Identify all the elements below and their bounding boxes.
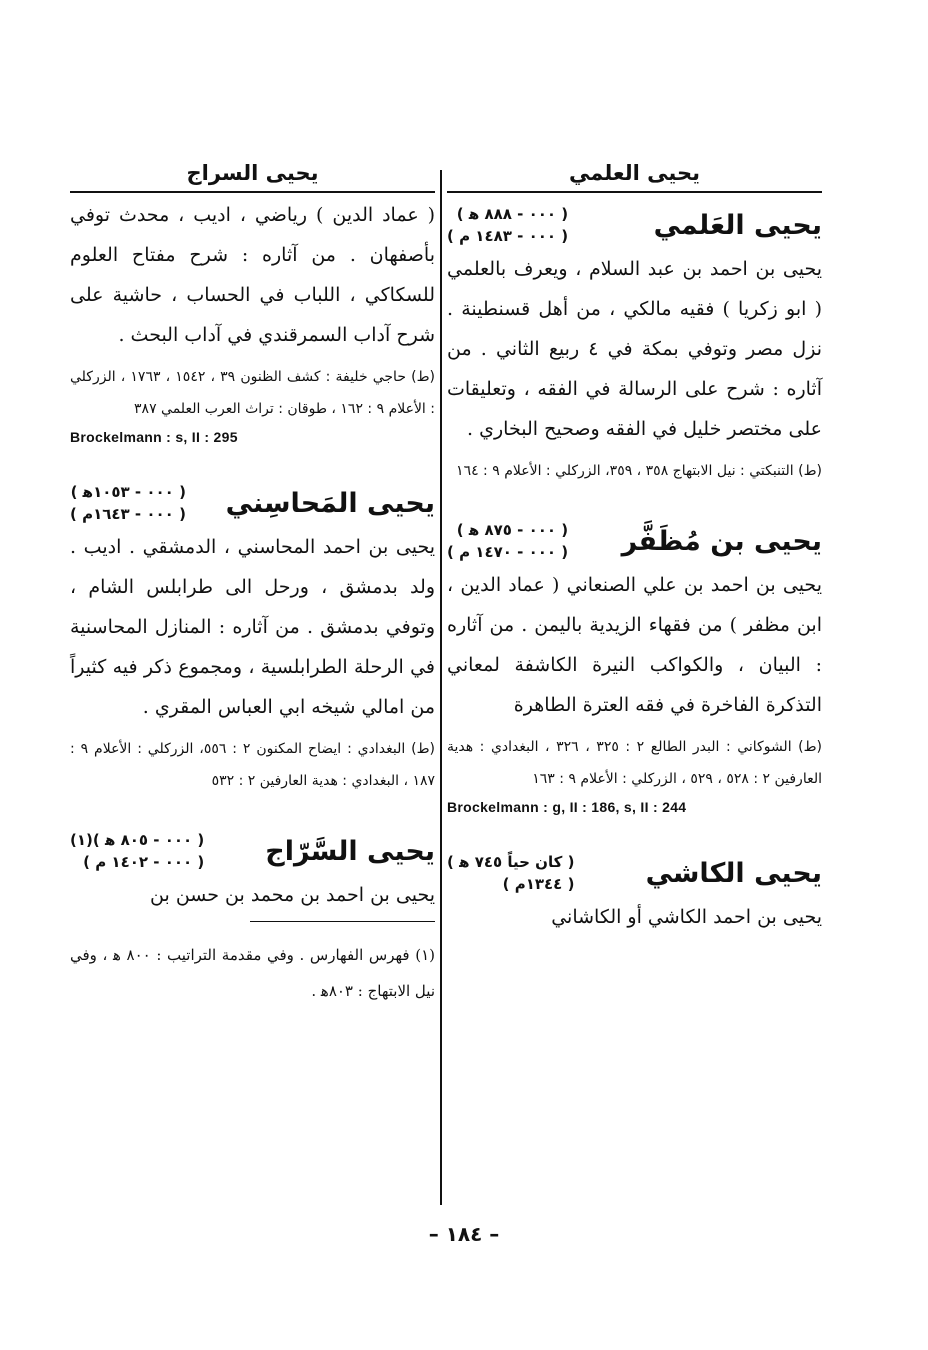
entry-dates [70, 481, 186, 525]
entry-dates [447, 851, 574, 895]
footnote-divider [250, 921, 435, 922]
entry-references: (ط) التنبكتي : نيل الابتهاج ٣٥٨ ، ٣٥٩، الزركلي : الأعلام ٩ : ١٦٤ [456, 463, 822, 479]
footnote: (١) فهرس الفهارس . وفي مقدمة التراتيب : ٨٠٠ ﻫ ، وفي نيل الابتهاج : ٨٠٣ﻫ . [70, 946, 435, 1000]
dates-gregorian: ( ١٣٤٤م ) [502, 875, 575, 893]
entry-name: يحيى بن مُظَفَّر [621, 525, 822, 557]
entry-name: يحيى المَحاسِني [225, 487, 435, 519]
entry-body: يحيى بن احمد الكاشي أو الكاشاني [551, 906, 822, 928]
entry-body: يحيى بن احمد المحاسني ، الدمشقي . اديب . ولد بدمشق ، ورحل الى طرابلس الشام ، وتوفي بدمشق . من آثاره : المنازل المحاسنية في الرحلة الطرابلسية ، ومجموع ذكر فيه كثيراً من امالي شيخه ابي العباس المقري . [70, 536, 435, 718]
entry-heading [447, 519, 822, 563]
entry-continuation [70, 195, 435, 449]
entry-references: (ط) الشوكاني : البدر الطالع ٢ : ٣٢٥ ، ٣٢٦ ، البغدادي : هدية العارفين ٢ : ٥٢٨ ، ٥٢٩ ، الزركلي : الأعلام ٩ : ١٦٣ [447, 739, 823, 787]
entry [70, 481, 435, 797]
entry [447, 851, 822, 937]
entry-heading [70, 481, 435, 525]
entry-heading [70, 829, 435, 873]
entry-body: يحيى بن احمد بن علي الصنعاني ( عماد الدين ، ابن مظفر ) من فقهاء الزيدية باليمن . من آثاره : البيان ، والكواكب النيرة الكاشفة لمعاني التذكرة الفاخرة في فقه العترة الطاهرة [447, 574, 822, 716]
entry-body: يحيى بن احمد بن عبد السلام ، ويعرف بالعلمي ( ابو زكريا ) فقيه مالكي ، من أهل قسنطينة . نزل مصر وتوفي بمكة في ٤ ربيع الثاني . من آثاره : شرح على الرسالة في الفقه ، وتعليقات على مختصر خليل في الفقه وصحيح البخاري . [447, 258, 822, 440]
entry-latin-reference: Brockelmann : s, II : 295 [70, 429, 238, 445]
entry-body: ( عماد الدين ) رياضي ، اديب ، محدث توفي بأصفهان . من آثاره : شرح مفتاح العلوم للسكاكي ، اللباب في الحساب ، حاشية على شرح آداب السمرقندي في آداب البحث . [70, 204, 435, 346]
dates-hijri: ( ٠٠٠ - ٨٨٨ ﻫ ) [456, 205, 569, 223]
right-column-header: يحيى العلمي [447, 155, 822, 193]
entry-references: (ط) حاجي خليفة : كشف الظنون ٣٩ ، ١٥٤٢ ، ١٧٦٣ ، الزركلي : الأعلام ٩ : ١٦٢ ، طوقان : تراث العرب العلمي ٣٨٧ [70, 369, 435, 417]
dates-hijri: ( كان حياً ٧٤٥ ﻫ ) [447, 853, 575, 871]
dates-hijri: ( ٠٠٠ - ٨٠٥ ﻫ )(١) [70, 831, 205, 849]
entry-name: يحيى السَّرّاج [265, 835, 435, 867]
entry-heading [447, 203, 822, 247]
column-divider [440, 170, 442, 1205]
right-column [447, 155, 822, 937]
left-column [70, 155, 435, 1024]
entry-latin-reference: Brockelmann : g, II : 186, s, II : 244 [447, 799, 687, 815]
dates-gregorian: ( ٠٠٠ - ١٤٠٢ م ) [83, 853, 205, 871]
entry-references: (ط) البغدادي : ايضاح المكنون ٢ : ٥٥٦، الزركلي : الأعلام ٩ : ١٨٧ ، البغدادي : هدية العارفين ٢ : ٥٣٢ [70, 741, 436, 789]
entry-dates [70, 829, 204, 873]
entry-dates [447, 203, 568, 247]
dates-gregorian: ( ٠٠٠ - ١٦٤٣م ) [70, 505, 186, 523]
page-number: – ١٨٤ – [428, 1222, 500, 1246]
dates-gregorian: ( ٠٠٠ - ١٤٧٠ م ) [447, 543, 569, 561]
entry [70, 829, 435, 915]
entry [447, 203, 822, 487]
entry-body: يحيى بن احمد بن محمد بن حسن بن [150, 884, 435, 906]
entry [447, 519, 822, 819]
entry-name: يحيى العَلمي [653, 209, 822, 241]
left-column-header: يحيى السراج [70, 155, 435, 193]
entry-heading [447, 851, 822, 895]
dates-gregorian: ( ٠٠٠ - ١٤٨٣ م ) [447, 227, 569, 245]
entry-dates [447, 519, 568, 563]
entry-name: يحيى الكاشي [645, 857, 822, 889]
dates-hijri: ( ٠٠٠ - ١٠٥٣ﻫ ) [70, 483, 186, 501]
dates-hijri: ( ٠٠٠ - ٨٧٥ ﻫ ) [456, 521, 569, 539]
